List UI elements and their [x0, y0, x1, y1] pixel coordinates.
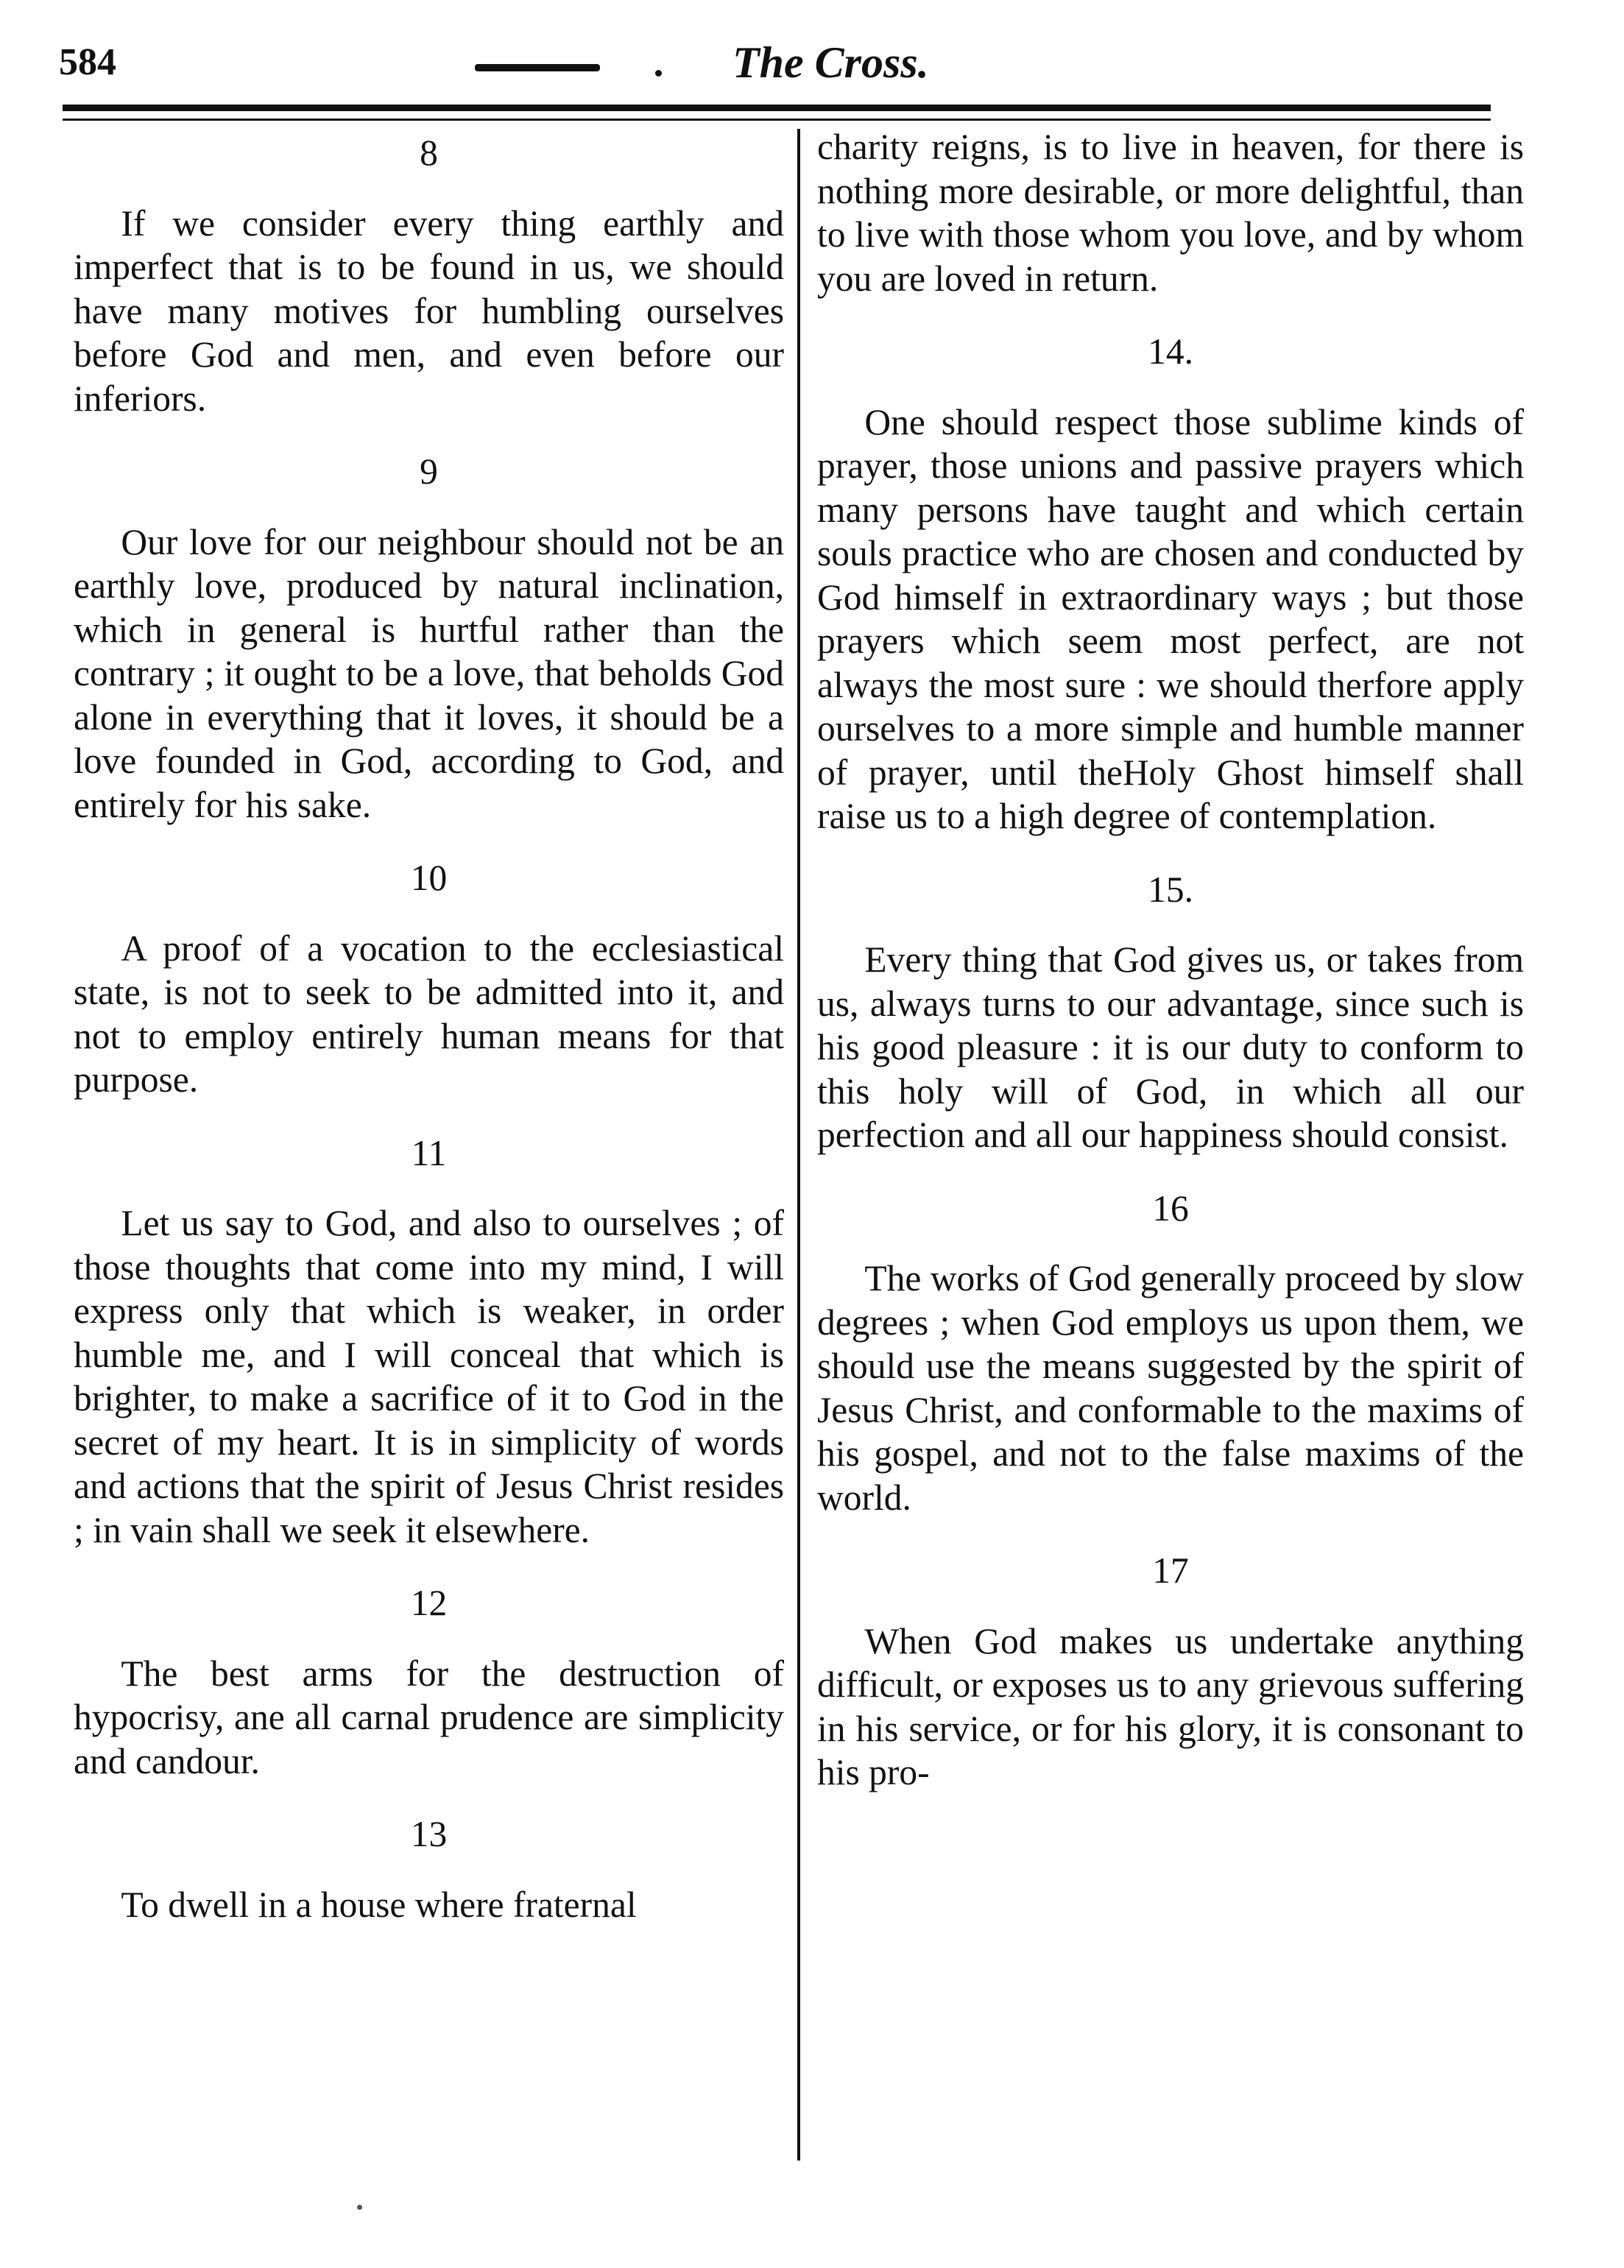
section-number: 10 — [410, 858, 448, 898]
right-column — [817, 125, 1524, 1824]
section-number: 15. — [1148, 869, 1193, 910]
section-number: 8 — [420, 133, 438, 173]
column-divider — [797, 129, 800, 2161]
section-paragraph: If we consider every thing earthly and imperfect that is to be found in us, we should have many motives for humbling ourselves before God and men, and even before our inferiors. — [74, 202, 784, 419]
section-number: 16 — [1152, 1187, 1189, 1229]
section-paragraph: When God makes us undertake anything difficult, or exposes us to any grievous suffering in his service, or for his glory, it is consonant to his pro- — [817, 1620, 1524, 1792]
section-paragraph: To dwell in a house where fraternal — [121, 1884, 637, 1925]
continued-paragraph: charity reigns, is to live in heaven, for there is nothing more desirable, or more delightful, than to live with those whom you love, and by whom you are loved in return. — [817, 127, 1524, 299]
section-paragraph: Every thing that God gives us, or takes from us, always turns to our advantage, since such is his good pleasure : it is our duty to conform to this holy will of God, in which all our perfection and all our happiness should consist. — [817, 939, 1524, 1155]
header-rule-thin — [63, 119, 1491, 121]
section-number: 13 — [410, 1814, 448, 1854]
stray-ink-mark — [357, 2205, 362, 2210]
section-paragraph: The best arms for the destruction of hypocrisy, ane all carnal prudence are simplicity and candour. — [74, 1653, 784, 1781]
header-ornament-dash — [475, 64, 600, 71]
section-number: 11 — [411, 1132, 447, 1173]
page-number: 584 — [59, 41, 116, 83]
section-number: 9 — [420, 451, 438, 492]
section-paragraph: A proof of a vocation to the ecclesiastical state, is not to seek to be admitted into it, and not to employ entirely human means for that purpose. — [74, 928, 784, 1100]
section-paragraph: One should respect those sublime kinds of prayer, those unions and passive prayers which many persons have taught and which certain souls practice who are chosen and conducted by God himself in extraordinary ways ; but those prayers which seem most perfect, are not always the most sure : we should therfore apply ourselves to a more simple and humble manner of prayer, until theHoly Ghost himself shall raise us to a high degree of contemplation. — [817, 401, 1524, 836]
running-header — [44, 40, 1561, 92]
section-paragraph: The works of God generally proceed by slow degrees ; when God employs us upon them, we should use the means suggested by the spirit of Jesus Christ, and conformable to the maxims of his gospel, and not to the false maxims of the world. — [817, 1258, 1524, 1518]
header-rule-thick — [63, 105, 1491, 111]
section-number: 14. — [1148, 331, 1193, 372]
section-paragraph: Our love for our neighbour should not be an earthly love, produced by natural inclination, which in general is hurtful rather than the contrary ; it ought to be a love, that beholds God alone in everything that it loves, it should be a love founded in God, according to God, and entirely for his sake. — [74, 521, 784, 825]
running-title: The Cross. — [732, 38, 929, 87]
section-number: 17 — [1152, 1550, 1189, 1591]
section-paragraph: Let us say to God, and also to ourselves ; of those thoughts that come into my mind, I will express only that which is weaker, in order humble me, and I will conceal that which is brighter, to make a sacrifice of it to God in the secret of my heart. It is in simplicity of words and actions that the spirit of Jesus Christ resides ; in vain shall we seek it elsewhere. — [74, 1203, 784, 1550]
section-number: 12 — [410, 1583, 448, 1623]
header-ornament-dot — [655, 70, 662, 77]
left-column — [74, 125, 784, 1956]
